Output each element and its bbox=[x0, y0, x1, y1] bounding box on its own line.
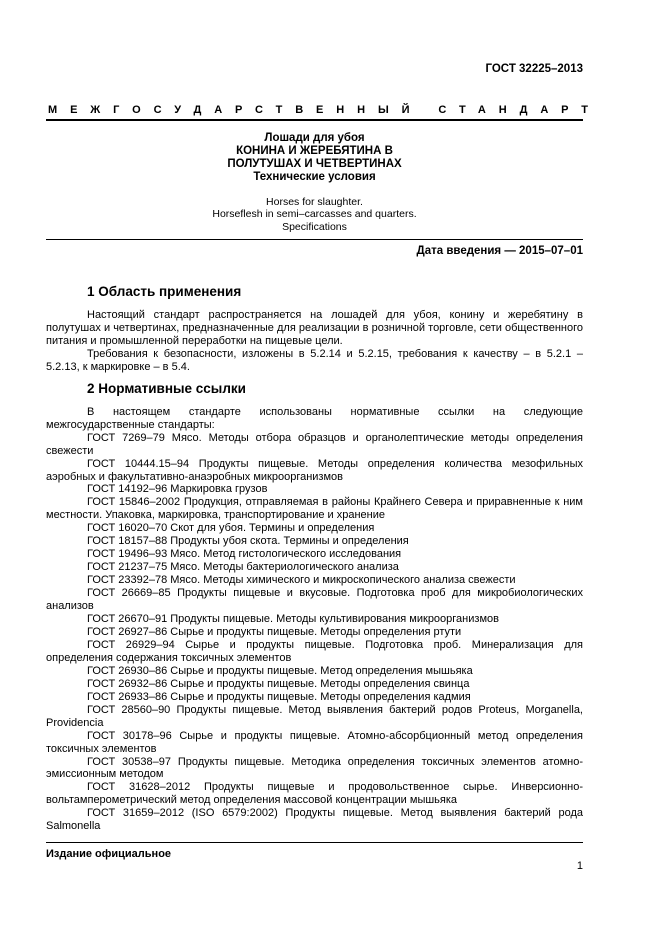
footer-divider bbox=[46, 842, 583, 843]
section-1-paragraph: Настоящий стандарт распространяется на лошадей для убоя, конину и жеребятину в полутушах и четвертинах, предназначенные для реализации в розничной торговле, сети общественного питания и промышленной переработки на пищевые цели. bbox=[46, 309, 583, 347]
title-block bbox=[46, 132, 583, 233]
reference-item: ГОСТ 16020–70 Скот для убоя. Термины и определения bbox=[87, 522, 375, 535]
header-divider bbox=[46, 119, 583, 121]
page-number: 1 bbox=[576, 860, 583, 872]
title-ru-line-1: Лошади для убоя bbox=[264, 132, 365, 144]
title-en-line-3: Specifications bbox=[282, 220, 347, 233]
title-en bbox=[46, 196, 583, 233]
title-ru-line-3: ПОЛУТУШАХ И ЧЕТВЕРТИНАХ bbox=[227, 158, 402, 170]
reference-item: ГОСТ 7269–79 Мясо. Методы отбора образцов и органолептические методы определения свежести bbox=[46, 431, 583, 457]
reference-item: ГОСТ 10444.15–94 Продукты пищевые. Методы определения количества мезофильных аэробных и факультативно-анаэробных микроорганизмов bbox=[46, 457, 583, 483]
reference-item: ГОСТ 26669–85 Продукты пищевые и вкусовые. Подготовка проб для микробиологических анализов bbox=[46, 587, 583, 613]
section-1-paragraph: Требования к безопасности, изложены в 5.2.14 и 5.2.15, требования к качеству – в 5.2.1 – 5.2.13, к маркировке – в 5.4. bbox=[46, 347, 583, 373]
title-divider bbox=[46, 239, 583, 240]
reference-item: ГОСТ 31659–2012 (ISO 6579:2002) Продукты пищевые. Метод выявления бактерий рода Salmonella bbox=[46, 807, 583, 833]
reference-item: ГОСТ 26932–86 Сырье и продукты пищевые. Методы определения свинца bbox=[87, 677, 470, 690]
section-1-heading: 1 Область применения bbox=[87, 284, 242, 299]
document-body bbox=[46, 284, 583, 833]
document-code: ГОСТ 32225–2013 bbox=[485, 63, 583, 75]
reference-item: ГОСТ 30538–97 Продукты пищевые. Методика определения токсичных элементов атомно-эмиссионным методом bbox=[46, 755, 583, 781]
title-en-line-1: Horses for slaughter. bbox=[266, 196, 363, 208]
reference-item: ГОСТ 23392–78 Мясо. Методы химического и микроскопического анализа свежести bbox=[87, 574, 516, 587]
reference-item: ГОСТ 26933–86 Сырье и продукты пищевые. Методы определения кадмия bbox=[87, 690, 471, 703]
reference-item: ГОСТ 26670–91 Продукты пищевые. Методы культивирования микроорганизмов bbox=[87, 613, 499, 626]
section-2-intro: В настоящем стандарте использованы нормативные ссылки на следующие межгосударственные стандарты: bbox=[46, 405, 583, 431]
interstate-standard-banner: МЕЖГОСУДАРСТВЕННЫЙ СТАНДАРТ bbox=[48, 104, 601, 116]
reference-item: ГОСТ 26930–86 Сырье и продукты пищевые. Метод определения мышьяка bbox=[87, 664, 473, 677]
official-edition-label: Издание официальное bbox=[46, 848, 172, 860]
title-ru-line-2: КОНИНА И ЖЕРЕБЯТИНА В bbox=[236, 145, 393, 157]
reference-item: ГОСТ 14192–96 Маркировка грузов bbox=[87, 483, 268, 496]
title-en-line-2: Horseflesh in semi–carcasses and quarters. bbox=[212, 208, 417, 221]
title-ru-line-4: Технические условия bbox=[253, 171, 376, 183]
reference-item: ГОСТ 18157–88 Продукты убоя скота. Термины и определения bbox=[87, 535, 409, 548]
introduction-date: Дата введения — 2015–07–01 bbox=[416, 245, 583, 257]
reference-item: ГОСТ 15846–2002 Продукция, отправляемая в районы Крайнего Севера и приравненные к ним местности. Упаковка, маркировка, транспортирование и хранение bbox=[46, 496, 583, 522]
reference-item: ГОСТ 26929–94 Сырье и продукты пищевые. Подготовка проб. Минерализация для определения содержания токсичных элементов bbox=[46, 638, 583, 664]
reference-item: ГОСТ 21237–75 Мясо. Методы бактериологического анализа bbox=[87, 561, 399, 574]
reference-item: ГОСТ 26927–86 Сырье и продукты пищевые. Методы определения ртути bbox=[87, 625, 462, 638]
reference-item: ГОСТ 30178–96 Сырье и продукты пищевые. Атомно-абсорбционный метод определения токсичных элементов bbox=[46, 729, 583, 755]
reference-item: ГОСТ 31628–2012 Продукты пищевые и продовольственное сырье. Инверсионно-вольтамперометрический метод определения массовой концентрации мышьяка bbox=[46, 781, 583, 807]
section-2-heading: 2 Нормативные ссылки bbox=[87, 380, 246, 396]
reference-item: ГОСТ 28560–90 Продукты пищевые. Метод выявления бактерий родов Proteus, Morganella, Providencia bbox=[46, 703, 583, 729]
reference-item: ГОСТ 19496–93 Мясо. Метод гистологического исследования bbox=[87, 548, 402, 561]
